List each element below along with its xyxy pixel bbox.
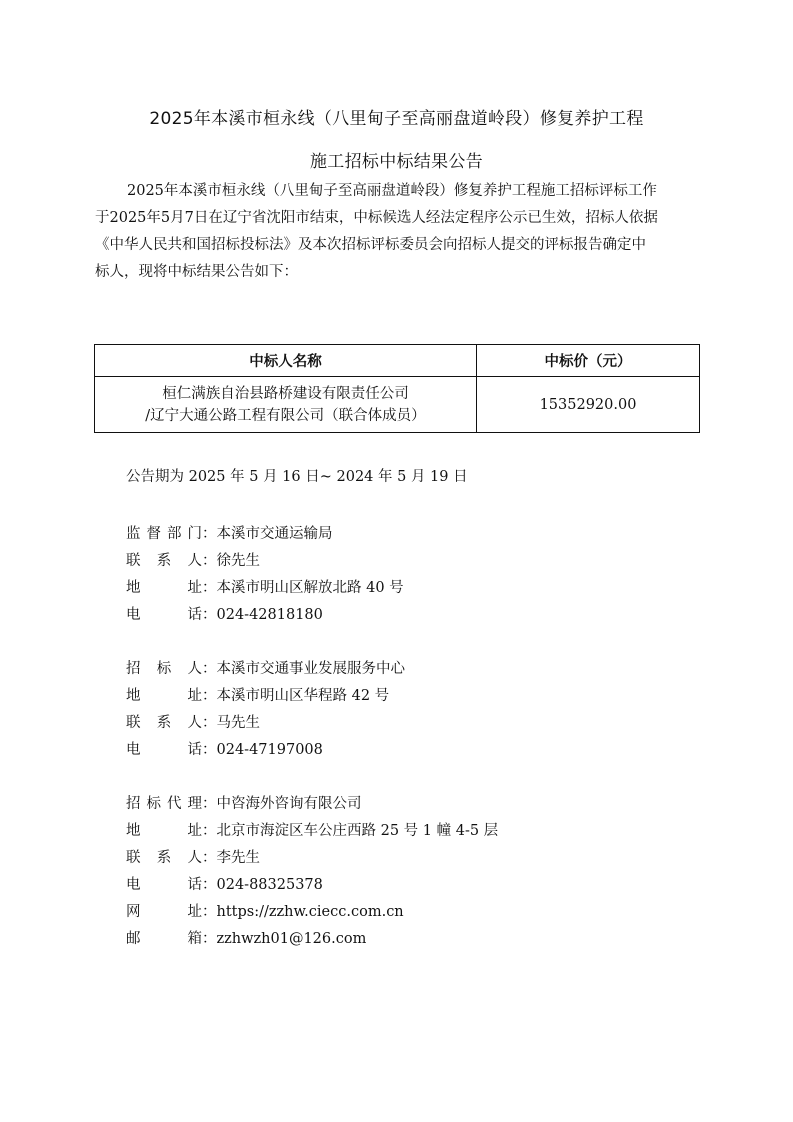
- colon: ：: [202, 580, 217, 596]
- intro-line: 标人，现将中标结果公告如下：: [95, 264, 298, 280]
- tenderer-address-row: [126, 684, 389, 705]
- colon: ：: [202, 877, 217, 893]
- award-price-cell: 15352920.00: [477, 377, 700, 433]
- colon: ：: [202, 742, 217, 758]
- header-winner-name: 中标人名称: [95, 345, 477, 377]
- supervisor-dept: 本溪市交通运输局: [216, 526, 333, 542]
- table-row: [95, 377, 700, 433]
- agent-phone-label: 电 话: [126, 877, 202, 893]
- supervisor-dept-row: [126, 522, 333, 543]
- colon: ：: [202, 904, 217, 920]
- supervisor-contact-label: 联 系 人: [126, 553, 202, 569]
- agent-contact-label: 联 系 人: [126, 850, 202, 866]
- colon: ：: [202, 823, 217, 839]
- agent-email-link[interactable]: zzhwzh01@126.com: [216, 931, 367, 947]
- tenderer-phone: 024-47197008: [216, 742, 323, 758]
- agent-email-label: 邮 箱: [126, 931, 202, 947]
- supervisor-phone-row: [126, 603, 323, 624]
- colon: ：: [202, 526, 217, 542]
- document-title-line1: 2025年本溪市桓永线（八里甸子至高丽盘道岭段）修复养护工程: [149, 109, 644, 129]
- colon: ：: [202, 796, 217, 812]
- supervisor-dept-label: 监督部门: [126, 526, 202, 542]
- colon: ：: [202, 607, 217, 623]
- agent-contact: 李先生: [216, 850, 260, 866]
- winner-name-line2: /辽宁大通公路工程有限公司（联合体成员）: [145, 407, 426, 424]
- agent-address-row: [126, 819, 498, 840]
- colon: ：: [202, 688, 217, 704]
- supervisor-phone: 024-42818180: [216, 607, 323, 623]
- colon: ：: [202, 661, 217, 677]
- agent-web-row: [126, 900, 404, 921]
- header-award-price: 中标价（元）: [477, 345, 700, 377]
- tenderer-address-label: 地 址: [126, 688, 202, 704]
- award-table: [94, 344, 700, 433]
- tenderer-contact-label: 联 系 人: [126, 715, 202, 731]
- winner-name-line1: 桓仁满族自治县路桥建设有限责任公司: [162, 385, 409, 402]
- agent-name-label: 招标代理: [126, 796, 202, 812]
- agent-web-label: 网 址: [126, 904, 202, 920]
- intro-line: 于2025年5月7日在辽宁省沈阳市结束，中标候选人经法定程序公示已生效，招标人依据: [95, 210, 658, 226]
- tenderer-contact-row: [126, 711, 260, 732]
- colon: ：: [202, 715, 217, 731]
- agent-name: 中咨海外咨询有限公司: [216, 796, 362, 812]
- winner-name-cell: [95, 377, 477, 433]
- colon: ：: [202, 931, 217, 947]
- agent-web-link[interactable]: https://zzhw.ciecc.com.cn: [216, 904, 404, 920]
- agent-name-row: [126, 792, 362, 813]
- intro-line: 2025年本溪市桓永线（八里甸子至高丽盘道岭段）修复养护工程施工招标评标工作: [127, 183, 657, 199]
- tenderer-phone-row: [126, 738, 323, 759]
- agent-address: 北京市海淀区车公庄西路 25 号 1 幢 4-5 层: [216, 823, 499, 839]
- agent-phone: 024-88325378: [216, 877, 323, 893]
- table-header-row: [95, 345, 700, 377]
- intro-line: 《中华人民共和国招标投标法》及本次招标评标委员会向招标人提交的评标报告确定中: [95, 237, 646, 253]
- document-title-line2: 施工招标中标结果公告: [310, 152, 483, 172]
- agent-email-row: [126, 927, 366, 948]
- agent-phone-row: [126, 873, 323, 894]
- tenderer-name-row: [126, 657, 405, 678]
- supervisor-phone-label: 电 话: [126, 607, 202, 623]
- supervisor-address-row: [126, 576, 404, 597]
- colon: ：: [202, 553, 217, 569]
- notice-period: 公告期为 2025 年 5 月 16 日~ 2024 年 5 月 19 日: [126, 469, 468, 485]
- tenderer-name-label: 招 标 人: [126, 661, 202, 677]
- tenderer-phone-label: 电 话: [126, 742, 202, 758]
- tenderer-address: 本溪市明山区华程路 42 号: [216, 688, 390, 704]
- supervisor-address: 本溪市明山区解放北路 40 号: [216, 580, 404, 596]
- supervisor-address-label: 地 址: [126, 580, 202, 596]
- supervisor-contact: 徐先生: [216, 553, 260, 569]
- tenderer-contact: 马先生: [216, 715, 260, 731]
- colon: ：: [202, 850, 217, 866]
- agent-address-label: 地 址: [126, 823, 202, 839]
- agent-contact-row: [126, 846, 260, 867]
- supervisor-contact-row: [126, 549, 260, 570]
- tenderer-name: 本溪市交通事业发展服务中心: [216, 661, 405, 677]
